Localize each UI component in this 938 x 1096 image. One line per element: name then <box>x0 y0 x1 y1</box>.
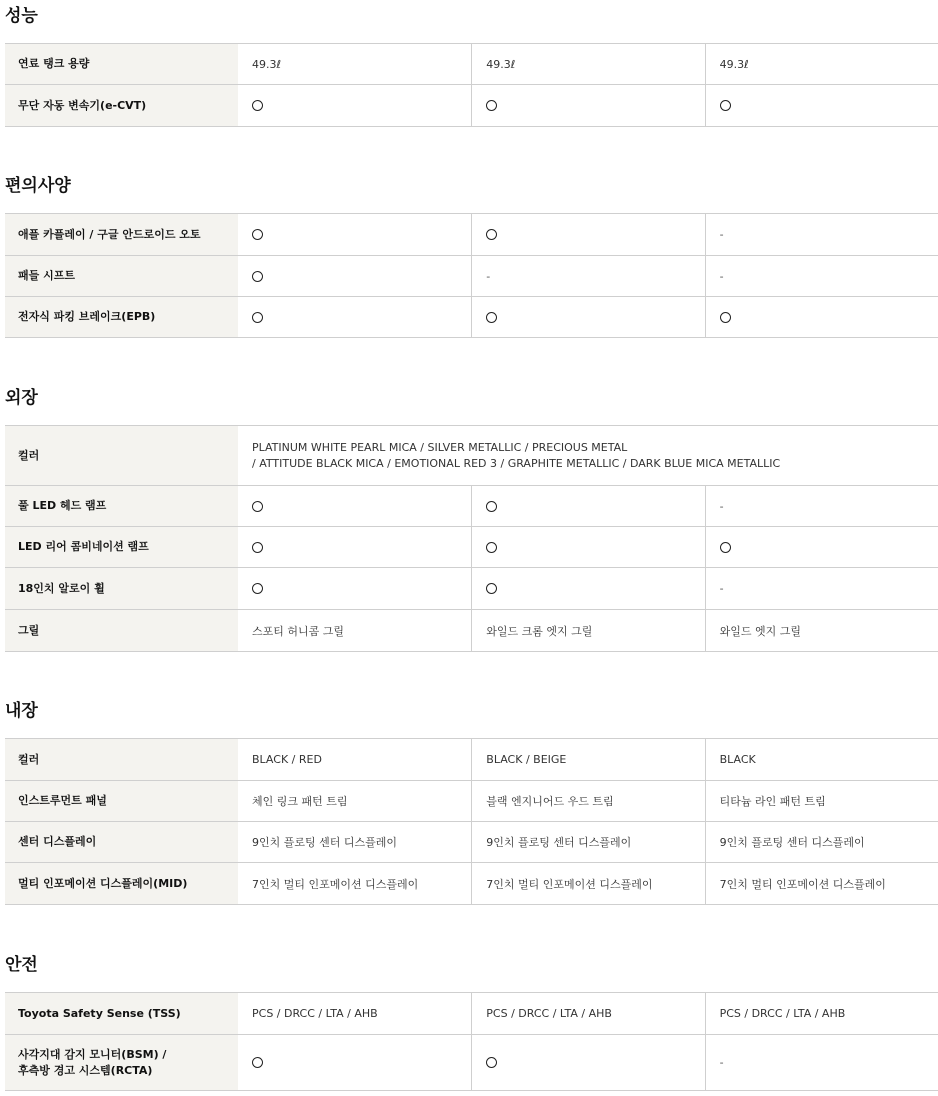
section-title-convenience: 편의사양 <box>5 176 71 196</box>
value-cell <box>238 568 471 609</box>
value-cell <box>471 568 704 609</box>
value-cell <box>238 297 471 337</box>
spec-table-performance <box>5 43 938 127</box>
value-cell <box>238 256 471 296</box>
value-cell: 티타늄 라인 패턴 트림 <box>705 781 938 821</box>
value-cell <box>471 527 704 567</box>
value-cell: 블랙 엔지니어드 우드 트림 <box>471 781 704 821</box>
table-row <box>5 863 938 905</box>
available-circle-icon <box>720 542 731 553</box>
table-row <box>5 486 938 527</box>
table-row <box>5 781 938 822</box>
table-row <box>5 822 938 863</box>
row-label: 사각지대 감지 모니터(BSM) / 후측방 경고 시스템(RCTA) <box>5 1035 238 1090</box>
row-label: 18인치 알로이 휠 <box>5 568 238 609</box>
table-row <box>5 1035 938 1091</box>
value-cell <box>705 297 938 337</box>
table-row <box>5 527 938 568</box>
available-circle-icon <box>252 542 263 553</box>
value-cell <box>238 85 471 126</box>
section-title-safety: 안전 <box>5 955 38 975</box>
section-title-performance: 성능 <box>5 6 38 26</box>
value-cell: - <box>705 256 938 296</box>
available-circle-icon <box>252 100 263 111</box>
value-cell: 스포티 허니콤 그릴 <box>252 624 345 638</box>
value-cell: 7인치 멀티 인포메이션 디스플레이 <box>252 877 419 891</box>
available-circle-icon <box>486 542 497 553</box>
row-label: 컬러 <box>5 426 238 485</box>
value-cell: BLACK / BEIGE <box>471 739 704 780</box>
color-options-line2: / ATTITUDE BLACK MICA / EMOTIONAL RED 3 / GRAPHITE METALLIC / DARK BLUE MICA METALLIC <box>252 456 781 470</box>
available-circle-icon <box>486 583 497 594</box>
row-label: 멀티 인포메이션 디스플레이(MID) <box>5 863 238 904</box>
value-cell: - <box>705 568 938 609</box>
row-label: 인스트루먼트 패널 <box>5 781 238 821</box>
value-cell: 49.3ℓ <box>252 57 282 71</box>
table-row <box>5 610 938 652</box>
value-cell: PCS / DRCC / LTA / AHB <box>471 993 704 1034</box>
spec-table-convenience <box>5 213 938 338</box>
value-cell <box>471 297 704 337</box>
value-cell: 7인치 멀티 인포메이션 디스플레이 <box>705 863 938 904</box>
available-circle-icon <box>720 312 731 323</box>
table-row <box>5 85 938 127</box>
available-circle-icon <box>486 312 497 323</box>
value-cell: BLACK <box>705 739 938 780</box>
value-cell: 7인치 멀티 인포메이션 디스플레이 <box>471 863 704 904</box>
row-label: 그릴 <box>5 610 238 651</box>
available-circle-icon <box>486 501 497 512</box>
value-cell: BLACK / RED <box>252 753 322 766</box>
value-cell: 49.3ℓ <box>705 44 938 84</box>
table-row-color <box>5 426 938 486</box>
available-circle-icon <box>720 100 731 111</box>
table-row <box>5 214 938 256</box>
table-row <box>5 993 938 1035</box>
value-cell <box>705 85 938 126</box>
value-cell <box>471 85 704 126</box>
available-circle-icon <box>252 271 263 282</box>
row-label: 컬러 <box>5 739 238 780</box>
value-cell: PCS / DRCC / LTA / AHB <box>252 1007 378 1020</box>
available-circle-icon <box>486 1057 497 1068</box>
spec-table-interior <box>5 738 938 905</box>
spec-table-safety <box>5 992 938 1091</box>
table-row <box>5 568 938 610</box>
value-cell: - <box>705 214 938 255</box>
row-label: 센터 디스플레이 <box>5 822 238 862</box>
available-circle-icon <box>252 312 263 323</box>
table-row <box>5 256 938 297</box>
available-circle-icon <box>252 1057 263 1068</box>
available-circle-icon <box>486 229 497 240</box>
value-cell <box>471 1035 704 1090</box>
row-label: 패들 시프트 <box>5 256 238 296</box>
section-title-exterior: 외장 <box>5 388 38 408</box>
value-cell: 9인치 플로팅 센터 디스플레이 <box>471 822 704 862</box>
value-cell: 와일드 크롬 엣지 그릴 <box>471 610 704 651</box>
value-cell: 9인치 플로팅 센터 디스플레이 <box>252 836 397 849</box>
table-row <box>5 297 938 338</box>
row-label: 무단 자동 변속기(e-CVT) <box>5 85 238 126</box>
value-cell: - <box>705 1035 938 1090</box>
value-cell <box>238 486 471 526</box>
value-cell <box>238 214 471 255</box>
value-cell: 와일드 엣지 그릴 <box>705 610 938 651</box>
row-label: 연료 탱크 용량 <box>5 44 238 84</box>
value-cell: 9인치 플로팅 센터 디스플레이 <box>705 822 938 862</box>
section-title-interior: 내장 <box>5 701 38 721</box>
value-cell <box>471 214 704 255</box>
row-label: 풀 LED 헤드 램프 <box>5 486 238 526</box>
available-circle-icon <box>252 501 263 512</box>
row-label: 애플 카플레이 / 구글 안드로이드 오토 <box>5 214 238 255</box>
available-circle-icon <box>252 583 263 594</box>
color-options <box>238 426 938 485</box>
row-label: Toyota Safety Sense (TSS) <box>5 993 238 1034</box>
row-label: 전자식 파킹 브레이크(EPB) <box>5 297 238 337</box>
value-cell: - <box>471 256 704 296</box>
value-cell: - <box>705 486 938 526</box>
color-options-line1: PLATINUM WHITE PEARL MICA / SILVER METALLIC / PRECIOUS METAL <box>252 440 628 454</box>
row-label: LED 리어 콤비네이션 램프 <box>5 527 238 567</box>
available-circle-icon <box>252 229 263 240</box>
table-row <box>5 739 938 781</box>
table-row <box>5 44 938 85</box>
value-cell: 49.3ℓ <box>471 44 704 84</box>
available-circle-icon <box>486 100 497 111</box>
value-cell <box>705 527 938 567</box>
value-cell <box>238 1035 471 1090</box>
spec-table-exterior <box>5 425 938 652</box>
value-cell <box>238 527 471 567</box>
value-cell <box>471 486 704 526</box>
value-cell: PCS / DRCC / LTA / AHB <box>705 993 938 1034</box>
value-cell: 체인 링크 패턴 트림 <box>252 795 348 808</box>
